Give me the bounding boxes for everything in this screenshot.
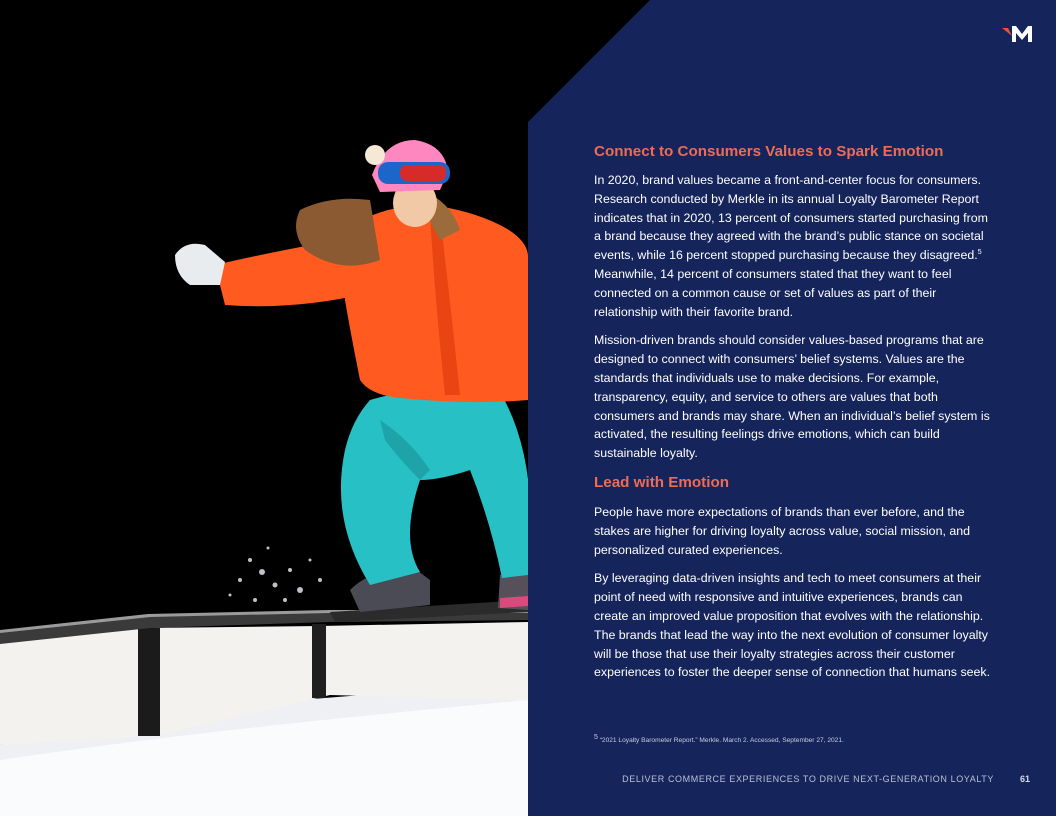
footnote-ref[interactable]: 5 (977, 249, 982, 257)
merkle-logo-icon (1002, 22, 1034, 44)
paragraph-expectations: People have more expectations of brands than ever before, and the stakes are higher for driving loyalty across value, social mission, and personalized curated experiences. (594, 504, 971, 557)
footnote-text: “2021 Loyalty Barometer Report.” Merkle. March 2. Accessed, September 27, 2021. (597, 737, 844, 744)
footer-title: DELIVER COMMERCE EXPERIENCES TO DRIVE NEXT-GENERATION LOYALTY (622, 774, 994, 784)
paragraph-data-driven: By leveraging data-driven insights and tech to meet consumers at their point of need with responsive and intuitive experiences, brands can create an improved value proposition that evolves with the relationship. The brands that lead the way into the next evolution of consumer loyalty will be those that use their loyalty strategies across their customer experiences to foster the deeper sense of connection that humans seek. (594, 571, 991, 680)
footnote (594, 733, 844, 744)
paragraph-brand-values-text-a: In 2020, brand values became a front-and-center focus for consumers. Research conducted by Merkle in its annual Loyalty Barometer Report indicates that in 2020, 13 percent of consumers started purchasing from a brand because they agreed with the brand’s public stance on societal events, while 16 percent stopped purchasing because they disagreed. (594, 173, 988, 263)
paragraph-brand-values-text-b: Meanwhile, 14 percent of consumers stated that they want to feel connected on a common cause or set of values as part of their relationship with their favorite brand. (594, 266, 952, 319)
page-number: 61 (1019, 774, 1030, 784)
paragraph-brand-values (594, 171, 994, 321)
section-heading-emotion: Lead with Emotion (594, 473, 729, 491)
article-body (594, 142, 994, 692)
page-footer (622, 774, 1030, 784)
paragraph-mission-driven: Mission-driven brands should consider values-based programs that are designed to connect with consumers’ belief systems. Values are the standards that individuals use to make decisions. For example, transparency, equity, and service to others are values that both consumers and brands may share. When an individual’s belief system is activated, the resulting feelings drive emotions, which can build sustainable loyalty. (594, 333, 990, 461)
footnote-number: 5 (594, 733, 598, 741)
section-heading-values: Connect to Consumers Values to Spark Emotion (594, 143, 944, 160)
